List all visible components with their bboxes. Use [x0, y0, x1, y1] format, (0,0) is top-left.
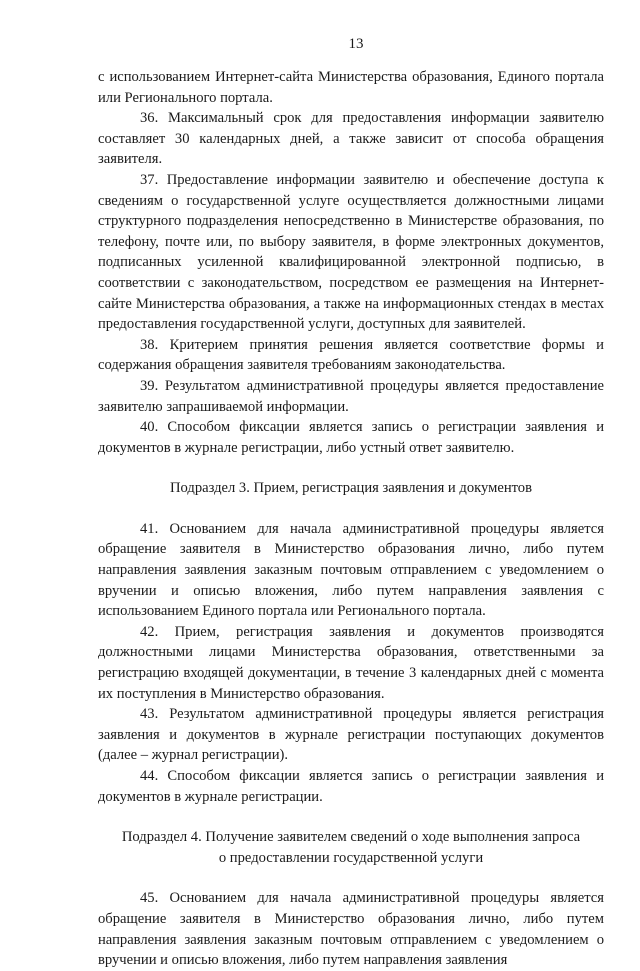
paragraph-39: 39. Результатом административной процедуры является предоставление заявителю запрашиваемой информации. — [98, 377, 604, 415]
paragraph-45: 45. Основанием для начала административной процедуры является обращение заявителя в Министерство образования лично, либо путем направления заявления заказным почтовым отправлением с уведомлением о вручении и описью вложения, либо путем направления заявления — [98, 890, 604, 969]
paragraph-43: 43. Результатом административной процедуры является регистрация заявления и документов в журнале регистрации поступающих документов (далее – журнал регистрации). — [98, 706, 604, 764]
paragraph-44: 44. Способом фиксации является запись о регистрации заявления и документов в журнале регистрации. — [98, 768, 604, 805]
paragraph-38: 38. Критерием принятия решения является соответствие формы и содержания обращения заявителя требованиям законодательства. — [98, 336, 604, 374]
paragraph-37: 37. Предоставление информации заявителю и обеспечение доступа к сведениям о государственной услуге осуществляется должностными лицами структурного подразделения непосредственно в Министерстве образования, по телефону, почте или, по выбору заявителя, в форме электронных документов, подписанных усиленной квалифицированной электронной подписью, в соответствии с законодательством, посредством ее размещения на Интернет-сайте Министерства образования, а также на информационных стендах в местах предоставления государственной услуги, доступных для заявителей. — [98, 171, 604, 333]
paragraph-36: 36. Максимальный срок для предоставления информации заявителю составляет 30 календарных дней, а также зависит от способа обращения заявителя. — [98, 110, 604, 168]
subsection-4-heading — [98, 827, 604, 868]
paragraph-continuation: с использованием Интернет-сайта Министерства образования, Единого портала или Регионального портала. — [98, 69, 604, 106]
subsection-3-heading: Подраздел 3. Прием, регистрация заявления и документов — [169, 480, 532, 497]
page-number: 13 — [348, 36, 364, 52]
paragraph-42: 42. Прием, регистрация заявления и документов производятся должностными лицами Министерства образования, ответственными за регистрацию входящей документации, в течение 3 календарных дней с момента их поступления в Министерство образования. — [98, 623, 604, 702]
paragraph-41: 41. Основанием для начала административной процедуры является обращение заявителя в Министерство образования лично, либо путем направления заявления заказным почтовым отправлением с уведомлением о вручении и описью вложения, либо путем направления заявления с использованием Единого портала или Регионального портала. — [98, 520, 604, 620]
subsection-4-heading-line-1: Подраздел 4. Получение заявителем сведений о ходе выполнения запроса — [121, 829, 581, 846]
subsection-4-heading-line-2: о предоставлении государственной услуги — [218, 849, 484, 866]
paragraph-40: 40. Способом фиксации является запись о регистрации заявления и документов в журнале регистрации, либо устный ответ заявителю. — [98, 419, 604, 456]
